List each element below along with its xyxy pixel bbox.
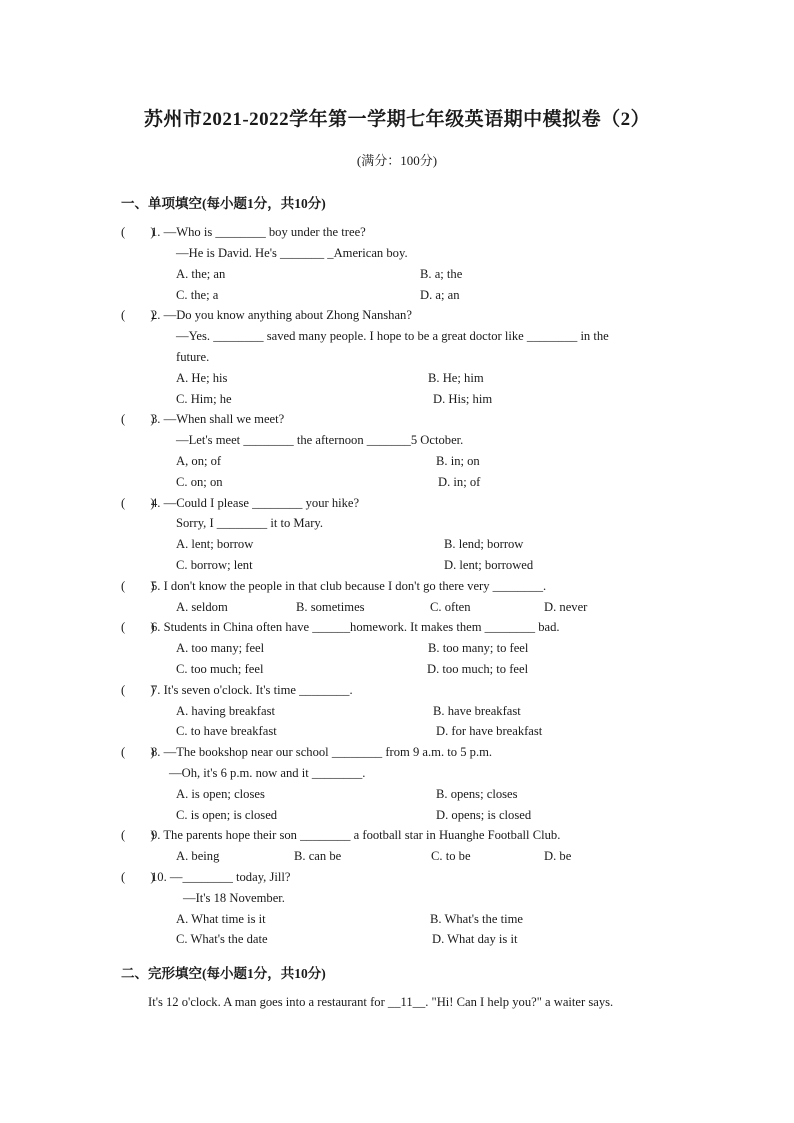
answer-paren: ( ) (121, 745, 155, 759)
option-d: D. His; him (433, 392, 493, 406)
question-stem: 4. —Could I please ________ your hike? (151, 496, 360, 510)
answer-paren: ( ) (121, 225, 155, 239)
option-d: D. too much; to feel (427, 662, 529, 676)
option-a: A. the; an (176, 267, 226, 281)
question-stem: 5. I don't know the people in that club because I don't go there very ________. (151, 579, 547, 593)
question-stem-2: Sorry, I ________ it to Mary. (176, 516, 324, 530)
option-b: B. opens; closes (436, 787, 518, 801)
option-b: B. a; the (420, 267, 463, 281)
question-stem: 8. —The bookshop near our school ________ from 9 a.m. to 5 p.m. (151, 745, 493, 759)
section2-heading: 二、完形填空(每小题1分，共10分) (121, 966, 326, 981)
question-stem-2: —Oh, it's 6 p.m. now and it ________. (169, 766, 366, 780)
option-a: A. He; his (176, 371, 228, 385)
question-stem: 3. —When shall we meet? (151, 412, 285, 426)
option-a: A. having breakfast (176, 704, 275, 718)
option-c: C. borrow; lent (176, 558, 253, 572)
option-b: B. in; on (436, 454, 480, 468)
answer-paren: ( ) (121, 683, 155, 697)
answer-paren: ( ) (121, 308, 155, 322)
option-a: A. is open; closes (176, 787, 265, 801)
option-a: A, on; of (176, 454, 222, 468)
option-d: D. never (544, 600, 588, 614)
question-stem-2: —Yes. ________ saved many people. I hope to be a great doctor like ________ in the (176, 329, 609, 343)
option-a: A. lent; borrow (176, 537, 254, 551)
question-stem: 2. —Do you know anything about Zhong Nanshan? (151, 308, 412, 322)
option-b: B. lend; borrow (444, 537, 524, 551)
question-stem-3: future. (176, 350, 210, 364)
option-c: C. the; a (176, 288, 219, 302)
answer-paren: ( ) (121, 412, 155, 426)
page-title: 苏州市2021-2022学年第一学期七年级英语期中模拟卷（2） (143, 109, 651, 130)
option-a: A. seldom (176, 600, 228, 614)
option-b: B. have breakfast (433, 704, 521, 718)
full-score: (满分：100分) (356, 153, 438, 168)
cloze-blank-11: __11__ (387, 995, 426, 1009)
question-stem-2: —Let's meet ________ the afternoon _______5 October. (176, 433, 464, 447)
option-a: A. What time is it (176, 912, 266, 926)
question-stem: 10. —________ today, Jill? (151, 870, 291, 884)
question-stem: 6. Students in China often have ______homework. It makes them ________ bad. (151, 620, 560, 634)
option-b: B. can be (294, 849, 342, 863)
option-d: D. What day is it (432, 932, 518, 946)
question-stem-2: —He is David. He's _______ _American boy. (176, 246, 408, 260)
option-d: D. in; of (438, 475, 481, 489)
cloze-passage-line (148, 994, 613, 1010)
option-b: B. He; him (428, 371, 484, 385)
question-stem-2: —It's 18 November. (183, 891, 285, 905)
option-b: B. sometimes (296, 600, 365, 614)
option-c: C. is open; is closed (176, 808, 278, 822)
option-c: C. What's the date (176, 932, 268, 946)
answer-paren: ( ) (121, 870, 155, 884)
question-stem: 9. The parents hope their son ________ a football star in Huanghe Football Club. (151, 828, 561, 842)
option-c: C. often (430, 600, 471, 614)
option-c: C. to be (431, 849, 471, 863)
passage-text: . "Hi! Can I help you?" a waiter says. (425, 995, 614, 1009)
option-a: A. being (176, 849, 220, 863)
option-b: B. What's the time (430, 912, 523, 926)
option-d: D. a; an (420, 288, 460, 302)
option-d: D. for have breakfast (436, 724, 543, 738)
option-d: D. be (544, 849, 572, 863)
section1-heading: 一、单项填空(每小题1分，共10分) (121, 196, 326, 211)
answer-paren: ( ) (121, 828, 155, 842)
passage-text: It's 12 o'clock. A man goes into a restaurant for (148, 995, 388, 1009)
option-d: D. opens; is closed (436, 808, 532, 822)
answer-paren: ( ) (121, 579, 155, 593)
question-stem: 7. It's seven o'clock. It's time ________. (151, 683, 353, 697)
option-b: B. too many; to feel (428, 641, 529, 655)
question-stem: 1. —Who is ________ boy under the tree? (151, 225, 366, 239)
option-c: C. too much; feel (176, 662, 264, 676)
answer-paren: ( ) (121, 496, 155, 510)
option-a: A. too many; feel (176, 641, 265, 655)
answer-paren: ( ) (121, 620, 155, 634)
option-c: C. to have breakfast (176, 724, 277, 738)
option-c: C. Him; he (176, 392, 232, 406)
option-d: D. lent; borrowed (444, 558, 534, 572)
option-c: C. on; on (176, 475, 223, 489)
